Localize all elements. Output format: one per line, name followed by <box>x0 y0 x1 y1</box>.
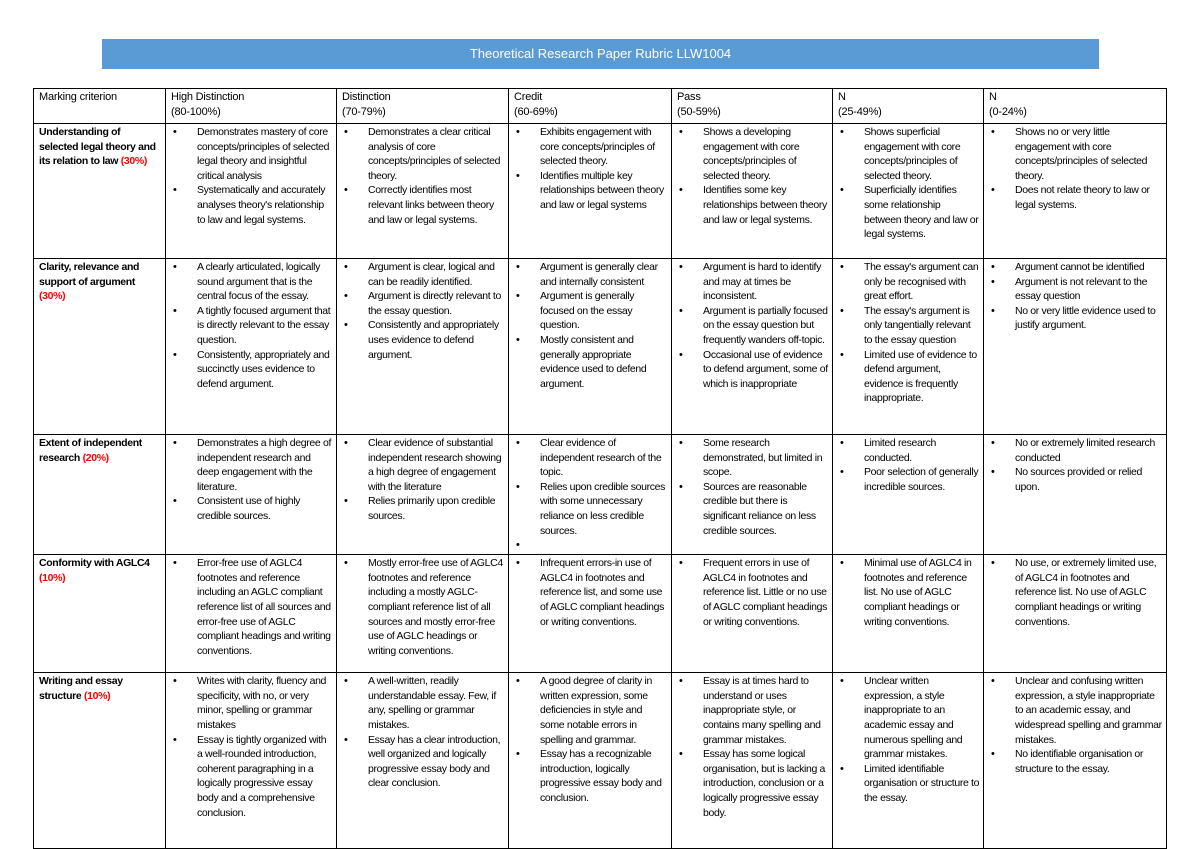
descriptor-list <box>171 125 333 227</box>
criterion-cell <box>34 555 166 673</box>
descriptor-bullet: • Argument is generally focused on the essay question. <box>514 289 668 333</box>
descriptor-bullet: • Argument is clear, logical and can be readily identified. <box>342 260 505 289</box>
descriptor-bullet: • Limited use of evidence to defend argument, evidence is frequently inappropriate. <box>838 348 980 406</box>
descriptor-list <box>514 125 668 213</box>
descriptor-cell <box>509 673 672 849</box>
criterion-weight: (30%) <box>120 155 147 168</box>
descriptor-bullet: • Error-free use of AGLC4 footnotes and reference including an AGLC compliant reference list of all sources and error-free use of AGLC compliant headings and writing conventions. <box>171 556 333 658</box>
descriptor-list <box>989 125 1163 213</box>
descriptor-bullet: • No or extremely limited research conducted <box>989 436 1163 465</box>
criterion-row <box>34 673 1167 849</box>
criterion-row <box>34 259 1167 435</box>
criterion-row <box>34 435 1167 555</box>
header-grade-n-upper <box>833 89 984 124</box>
criterion-cell <box>34 259 166 435</box>
descriptor-list <box>342 556 505 658</box>
descriptor-list <box>989 436 1163 494</box>
descriptor-cell <box>984 259 1167 435</box>
header-grade-n-lower <box>984 89 1167 124</box>
descriptor-list <box>838 125 980 242</box>
descriptor-list <box>838 674 980 805</box>
descriptor-bullet: • Some research demonstrated, but limited in scope. <box>677 436 829 480</box>
descriptor-list <box>514 260 668 391</box>
descriptor-cell <box>166 124 337 259</box>
descriptor-bullet: • Consistent use of highly credible sources. <box>171 494 333 523</box>
descriptor-bullet: • Shows no or very little engagement with core concepts/principles of selected theory. <box>989 125 1163 183</box>
grade-name: N <box>989 91 997 103</box>
descriptor-bullet: • Relies primarily upon credible sources. <box>342 494 505 523</box>
descriptor-bullet: • Mostly consistent and generally appropriate evidence used to defend argument. <box>514 333 668 391</box>
grade-range: (50-59%) <box>677 106 721 118</box>
descriptor-bullet: • Argument is generally clear and internally consistent <box>514 260 668 289</box>
descriptor-list <box>514 674 668 805</box>
criterion-name: Clarity, relevance and support of argument <box>39 261 140 288</box>
descriptor-bullet: • Essay has a clear introduction, well organized and logically progressive essay body and clear conclusion. <box>342 733 505 791</box>
criterion-weight: (30%) <box>39 290 66 303</box>
header-criterion <box>34 89 166 124</box>
descriptor-bullet: • Demonstrates mastery of core concepts/principles of selected legal theory and insightful critical analysis <box>171 125 333 183</box>
descriptor-bullet: • Writes with clarity, fluency and specificity, with no, or very minor, spelling or grammar mistakes <box>171 674 333 732</box>
header-criterion-label: Marking criterion <box>39 91 117 103</box>
descriptor-bullet: • Poor selection of generally incredible sources. <box>838 465 980 494</box>
rubric-title-bar <box>102 39 1099 69</box>
descriptor-bullet: • Argument is not relevant to the essay question <box>989 275 1163 304</box>
descriptor-list <box>342 436 505 524</box>
descriptor-bullet: • Limited identifiable organisation or structure to the essay. <box>838 762 980 806</box>
descriptor-bullet: • No sources provided or relied upon. <box>989 465 1163 494</box>
criterion-weight: (20%) <box>82 451 109 464</box>
descriptor-list <box>677 436 829 538</box>
header-grade-credit <box>509 89 672 124</box>
descriptor-bullet: • Essay is tightly organized with a well-rounded introduction, coherent paragraphing in a logically progressive essay body and a comprehensive conclusion. <box>171 733 333 821</box>
descriptor-cell <box>166 673 337 849</box>
criterion-weight: (10%) <box>83 689 111 702</box>
descriptor-cell <box>833 259 984 435</box>
descriptor-cell <box>833 124 984 259</box>
descriptor-cell <box>833 555 984 673</box>
descriptor-list <box>171 260 333 391</box>
descriptor-list <box>989 556 1163 629</box>
grade-range: (60-69%) <box>514 106 558 118</box>
criterion-name: Understanding of selected legal theory and its relation to law <box>39 126 156 168</box>
criterion-name: Conformity with AGLC4 <box>39 557 150 570</box>
descriptor-bullet: • Essay has some logical organisation, but is lacking a introduction, conclusion or a logically progressive essay body. <box>677 747 829 820</box>
descriptor-bullet: • Consistently and appropriately uses evidence to defend argument. <box>342 318 505 362</box>
descriptor-bullet: • Minimal use of AGLC4 in footnotes and reference list. No use of AGLC compliant headings or writing conventions. <box>838 556 980 629</box>
descriptor-bullet: • No or very little evidence used to justify argument. <box>989 304 1163 333</box>
grade-name: Credit <box>514 91 543 103</box>
descriptor-bullet: • Demonstrates a high degree of independent research and deep engagement with the literature. <box>171 436 333 494</box>
descriptor-bullet: • Occasional use of evidence to defend argument, some of which is inappropriate <box>677 348 829 392</box>
descriptor-bullet: • Demonstrates a clear critical analysis of core concepts/principles of selected theory. <box>342 125 505 183</box>
descriptor-bullet: • A tightly focused argument that is directly relevant to the essay question. <box>171 304 333 348</box>
descriptor-cell <box>509 555 672 673</box>
descriptor-cell <box>984 555 1167 673</box>
descriptor-cell <box>166 555 337 673</box>
descriptor-list <box>677 260 829 391</box>
grade-name: High Distinction <box>171 91 245 103</box>
descriptor-bullet: • A clearly articulated, logically sound argument that is the central focus of the essay. <box>171 260 333 304</box>
grade-name: Pass <box>677 91 701 103</box>
descriptor-cell <box>672 435 833 555</box>
descriptor-list <box>514 436 668 552</box>
descriptor-bullet: • Does not relate theory to law or legal systems. <box>989 183 1163 212</box>
descriptor-list <box>342 674 505 791</box>
descriptor-cell <box>337 259 509 435</box>
descriptor-cell <box>984 435 1167 555</box>
descriptor-bullet: • The essay's argument can only be recognised with great effort. <box>838 260 980 304</box>
descriptor-bullet: • Superficially identifies some relationship between theory and law or legal systems. <box>838 183 980 241</box>
header-grade-pass <box>672 89 833 124</box>
descriptor-bullet: • Argument is partially focused on the essay question but frequently wanders off-topic. <box>677 304 829 348</box>
descriptor-list <box>171 436 333 524</box>
criterion-weight: (10%) <box>39 571 66 584</box>
criterion-cell <box>34 435 166 555</box>
descriptor-bullet: • Infrequent errors-in use of AGLC4 in footnotes and reference list, and some use of AGLC compliant headings or writing conventions. <box>514 556 668 629</box>
descriptor-cell <box>984 673 1167 849</box>
descriptor-list <box>171 674 333 820</box>
descriptor-cell <box>984 124 1167 259</box>
descriptor-cell <box>166 259 337 435</box>
descriptor-bullet <box>514 538 668 552</box>
grade-range: (80-100%) <box>171 106 221 118</box>
descriptor-list <box>838 556 980 629</box>
header-grade-distinction <box>337 89 509 124</box>
rubric-title: Theoretical Research Paper Rubric LLW1004 <box>469 46 732 61</box>
rubric-table <box>33 88 1167 849</box>
descriptor-list <box>342 125 505 227</box>
descriptor-bullet: • Argument is directly relevant to the essay question. <box>342 289 505 318</box>
descriptor-bullet: • Limited research conducted. <box>838 436 980 465</box>
descriptor-bullet: • Identifies some key relationships between theory and law or legal systems. <box>677 183 829 227</box>
descriptor-cell <box>672 124 833 259</box>
descriptor-cell <box>509 435 672 555</box>
descriptor-cell <box>833 435 984 555</box>
descriptor-list <box>514 556 668 629</box>
grade-range: (25-49%) <box>838 106 882 118</box>
criterion-row <box>34 555 1167 673</box>
grade-name: Distinction <box>342 91 391 103</box>
descriptor-bullet: • Argument cannot be identified <box>989 260 1163 275</box>
descriptor-bullet: • Clear evidence of independent research of the topic. <box>514 436 668 480</box>
descriptor-bullet: • A good degree of clarity in written expression, some deficiencies in style and some notable errors in spelling and grammar. <box>514 674 668 747</box>
descriptor-bullet: • Unclear and confusing written expression, a style inappropriate to an academic essay, and widespread spelling and grammar mistakes. <box>989 674 1163 747</box>
descriptor-list <box>171 556 333 658</box>
descriptor-bullet: • Consistently, appropriately and succinctly uses evidence to defend argument. <box>171 348 333 392</box>
grade-range: (0-24%) <box>989 106 1027 118</box>
descriptor-list <box>677 125 829 227</box>
descriptor-bullet: • Shows a developing engagement with core concepts/principles of selected theory. <box>677 125 829 183</box>
header-row <box>34 89 1167 124</box>
descriptor-bullet: • Argument is hard to identify and may at times be inconsistent. <box>677 260 829 304</box>
descriptor-list <box>989 260 1163 333</box>
descriptor-bullet: • Unclear written expression, a style inappropriate to an academic essay and numerous spelling and grammar mistakes. <box>838 674 980 762</box>
criterion-name: Extent of independent research <box>39 437 142 464</box>
descriptor-cell <box>337 124 509 259</box>
descriptor-bullet: • A well-written, readily understandable essay. Few, if any, spelling or grammar mistakes. <box>342 674 505 732</box>
descriptor-bullet: • Relies upon credible sources with some unnecessary reliance on less credible sources. <box>514 480 668 538</box>
descriptor-bullet: • Correctly identifies most relevant links between theory and law or legal systems. <box>342 183 505 227</box>
descriptor-bullet: • Systematically and accurately analyses theory's relationship to law and legal systems. <box>171 183 333 227</box>
descriptor-bullet: • Sources are reasonable credible but there is significant reliance on less credible sources. <box>677 480 829 538</box>
descriptor-cell <box>833 673 984 849</box>
descriptor-cell <box>672 555 833 673</box>
descriptor-cell <box>166 435 337 555</box>
descriptor-cell <box>337 435 509 555</box>
descriptor-cell <box>337 555 509 673</box>
descriptor-bullet: • Frequent errors in use of AGLC4 in footnotes and reference list. Little or no use of AGLC compliant headings or writing conventions. <box>677 556 829 629</box>
grade-name: N <box>838 91 846 103</box>
descriptor-bullet: • Essay has a recognizable introduction, logically progressive essay body and conclusion. <box>514 747 668 805</box>
descriptor-list <box>677 556 829 629</box>
descriptor-cell <box>509 259 672 435</box>
criterion-row <box>34 124 1167 259</box>
criterion-name: Writing and essay structure <box>39 675 123 702</box>
descriptor-cell <box>672 673 833 849</box>
criterion-cell <box>34 124 166 259</box>
criterion-cell <box>34 673 166 849</box>
descriptor-list <box>838 436 980 494</box>
descriptor-bullet: • Identifies multiple key relationships between theory and law or legal systems <box>514 169 668 213</box>
descriptor-list <box>838 260 980 406</box>
descriptor-bullet: • The essay's argument is only tangentially relevant to the essay question <box>838 304 980 348</box>
descriptor-bullet: • No use, or extremely limited use, of AGLC4 in footnotes and reference list. No use of AGLC compliant headings or writing conventions. <box>989 556 1163 629</box>
descriptor-bullet: • Mostly error-free use of AGLC4 footnotes and reference including a mostly AGLC-compliant reference list of all sources and mostly error-free use of AGLC headings or writing conventions. <box>342 556 505 658</box>
descriptor-bullet: • Essay is at times hard to understand or uses inappropriate style, or contains many spelling and grammar mistakes. <box>677 674 829 747</box>
descriptor-list <box>677 674 829 820</box>
descriptor-bullet: • Exhibits engagement with core concepts/principles of selected theory. <box>514 125 668 169</box>
header-grade-high-distinction <box>166 89 337 124</box>
descriptor-cell <box>337 673 509 849</box>
descriptor-bullet: • Shows superficial engagement with core concepts/principles of selected theory. <box>838 125 980 183</box>
descriptor-cell <box>672 259 833 435</box>
descriptor-bullet: • No identifiable organisation or structure to the essay. <box>989 747 1163 776</box>
descriptor-list <box>342 260 505 362</box>
descriptor-list <box>989 674 1163 776</box>
descriptor-cell <box>509 124 672 259</box>
grade-range: (70-79%) <box>342 106 386 118</box>
descriptor-bullet: • Clear evidence of substantial independent research showing a high degree of engagement with the literature <box>342 436 505 494</box>
